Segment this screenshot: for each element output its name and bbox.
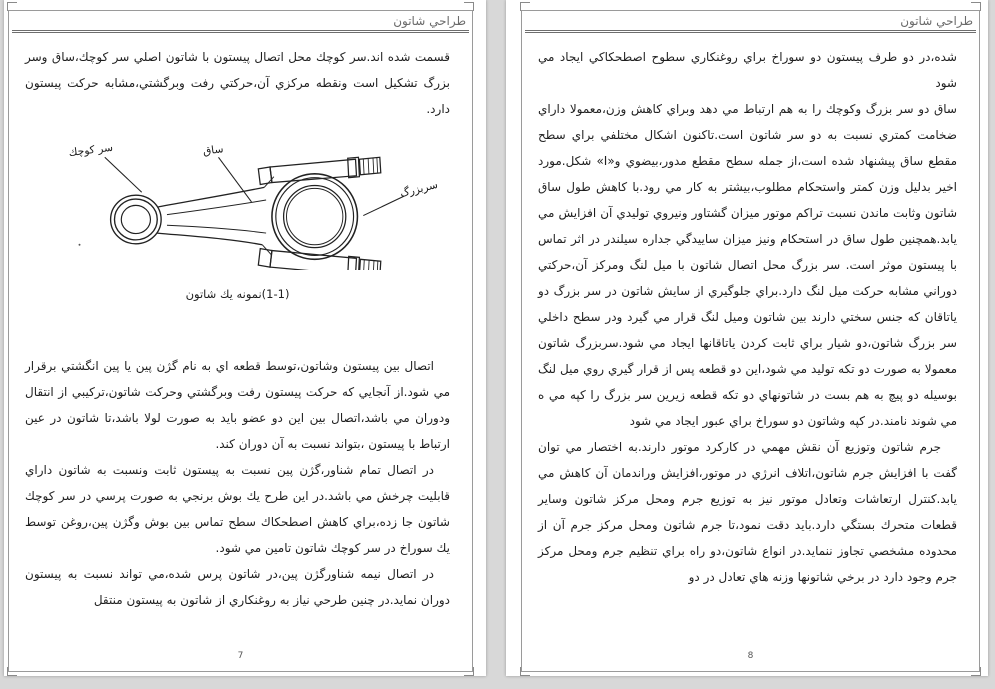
page-body-text[interactable] xyxy=(9,37,472,645)
header-divider xyxy=(12,30,469,33)
page-number: 8 xyxy=(747,651,754,661)
text-boundary xyxy=(8,10,473,672)
paragraph[interactable]: ساق دو سر بزرگ وكوچك را به هم ارتباط مي دهد وبراي كاهش وزن،معمولا داراي ضخامت كمتري نسبت به دو سر شاتون است.تاكنون اشكال مختلفي براي سطح مقطع ساق پيشنهاد شده است،از جمله سطح مقطع مدور،بيضوي و«I» شكل.مورد اخير بدليل وزن كمتر واستحكام مطلوب،بيشتر به كار مي رود.با كاهش طول ساق شاتون وثابت ماندن نسبت تراكم موتور ميزان گشتاور ونيروي توليدي آن افزايش مي يابد.همچنين طول ساق در استحكام ونيز ميزان ساييدگي جداره سيلندر در اثر تماس با پيستون موثر است. سر بزرگ محل اتصال شاتون با ميل لنگ ومركز آن،حركتي دوراني مشابه حركت ميل لنگ دارد.براي جلوگيري از سايش شاتون در سر بزرگ دو ياتاقان كه جنس سختي دارند بين شاتون وميل لنگ قرار مي گيرد ودر سطح داخلي سر بزرگ شاتون،دو شيار براي ثابت كردن ياتاقانها ايجاد مي شود.سربزرگ شاتون معمولا به صورت دو تكه توليد مي شود،اين دو قطعه پس از قرار گيري روي ميل لنگ بوسيله دو پيچ به هم بست در شاتونهاي دو تكه قطعه زيرين سر بزرگ را كپه مي ه مي شوند نامند.در كپه وشاتون دو سوراخ براي عبور ايجاد مي شود xyxy=(538,102,957,428)
figure-caption: (1-1)نمونه يك شاتون xyxy=(185,287,290,301)
text-boundary xyxy=(521,10,980,672)
figure-label-small-end: سر كوچك xyxy=(67,140,114,160)
page-8 xyxy=(506,0,988,676)
paragraph[interactable]: در اتصال تمام شناور،گژن پين نسبت به پيستون ثابت ونسبت به شاتون داراي قابليت چرخش مي باشد.در اين طرح يك بوش برنجي به صورت پرسي در سر كوچك شاتون جا زده،براي كاهش اصطحكاك سطح تماس بين بوش وگژن پين،روغن توسط يك سوراخ در سر كوچك شاتون تامين مي شود. xyxy=(25,463,450,555)
figure-label-big-end: سربزرگ xyxy=(398,177,440,200)
figure-connecting-rod xyxy=(25,132,450,279)
paragraph[interactable]: شده،در دو طرف پيستون دو سوراخ براي روغنكاري سطوح اصطحكاكي ايجاد مي شود xyxy=(538,50,957,90)
page-body-text[interactable] xyxy=(522,37,979,645)
figure-label-shank: ساق xyxy=(202,142,225,158)
page-header: طراحي شاتون xyxy=(900,14,973,28)
page-7 xyxy=(4,0,486,676)
paragraph[interactable]: جرم شاتون وتوزيع آن نقش مهمي در كاركرد موتور دارند.به اختصار مي توان گفت با افزايش جرم شاتون،اتلاف انرژي در موتور،افزايش وراندمان آن كاهش مي يابد.كنترل ارتعاشات وتعادل موتور نيز به توزيع جرم ومحل مركز شاتون وساير قطعات متحرك بستگي دارد.بايد دقت نمود،تا جرم شاتون ومحل مركز جرم آن از محدوده مشخصي تجاوز ننمايد.در انواع شاتون،دو راه براي تنظيم جرم ومحل مركز جرم وجود دارد در برخي شاتونها وزنه هاي تعادل در دو xyxy=(538,440,957,584)
page-number: 7 xyxy=(237,651,244,661)
paragraph[interactable]: اتصال بين پيستون وشاتون،توسط قطعه اي به نام گژن پين يا پين انگشتي برقرار مي شود.از آنجايي كه حركت پيستون رفت وبرگشتي وحركت شاتون،تركيبي از انتقال ودوران مي باشد،اتصال بين اين دو عضو بايد به صورت لولا باشد،تا شاتون در عين ارتباط با پيستون ،بتواند نسبت به آن دوران كند. xyxy=(25,359,450,451)
paragraph[interactable]: قسمت شده اند.سر كوچك محل اتصال پيستون با شاتون اصلي سر كوچك،ساق وسر بزرگ تشكيل است ونقطه مركزي آن،حركتي رفت وبرگشتي،مشابه حركت پيستون دارد. xyxy=(25,50,450,116)
header-divider xyxy=(525,30,976,33)
page-header: طراحي شاتون xyxy=(393,14,466,28)
connecting-rod-drawing xyxy=(20,132,450,270)
paragraph[interactable]: در اتصال نيمه شناورگژن پين،در شاتون پرس شده،مي تواند نسبت به پيستون دوران نمايد.در چنين طرحي نياز به روغنكاري از شاتون به پيستون منتقل xyxy=(25,567,450,607)
